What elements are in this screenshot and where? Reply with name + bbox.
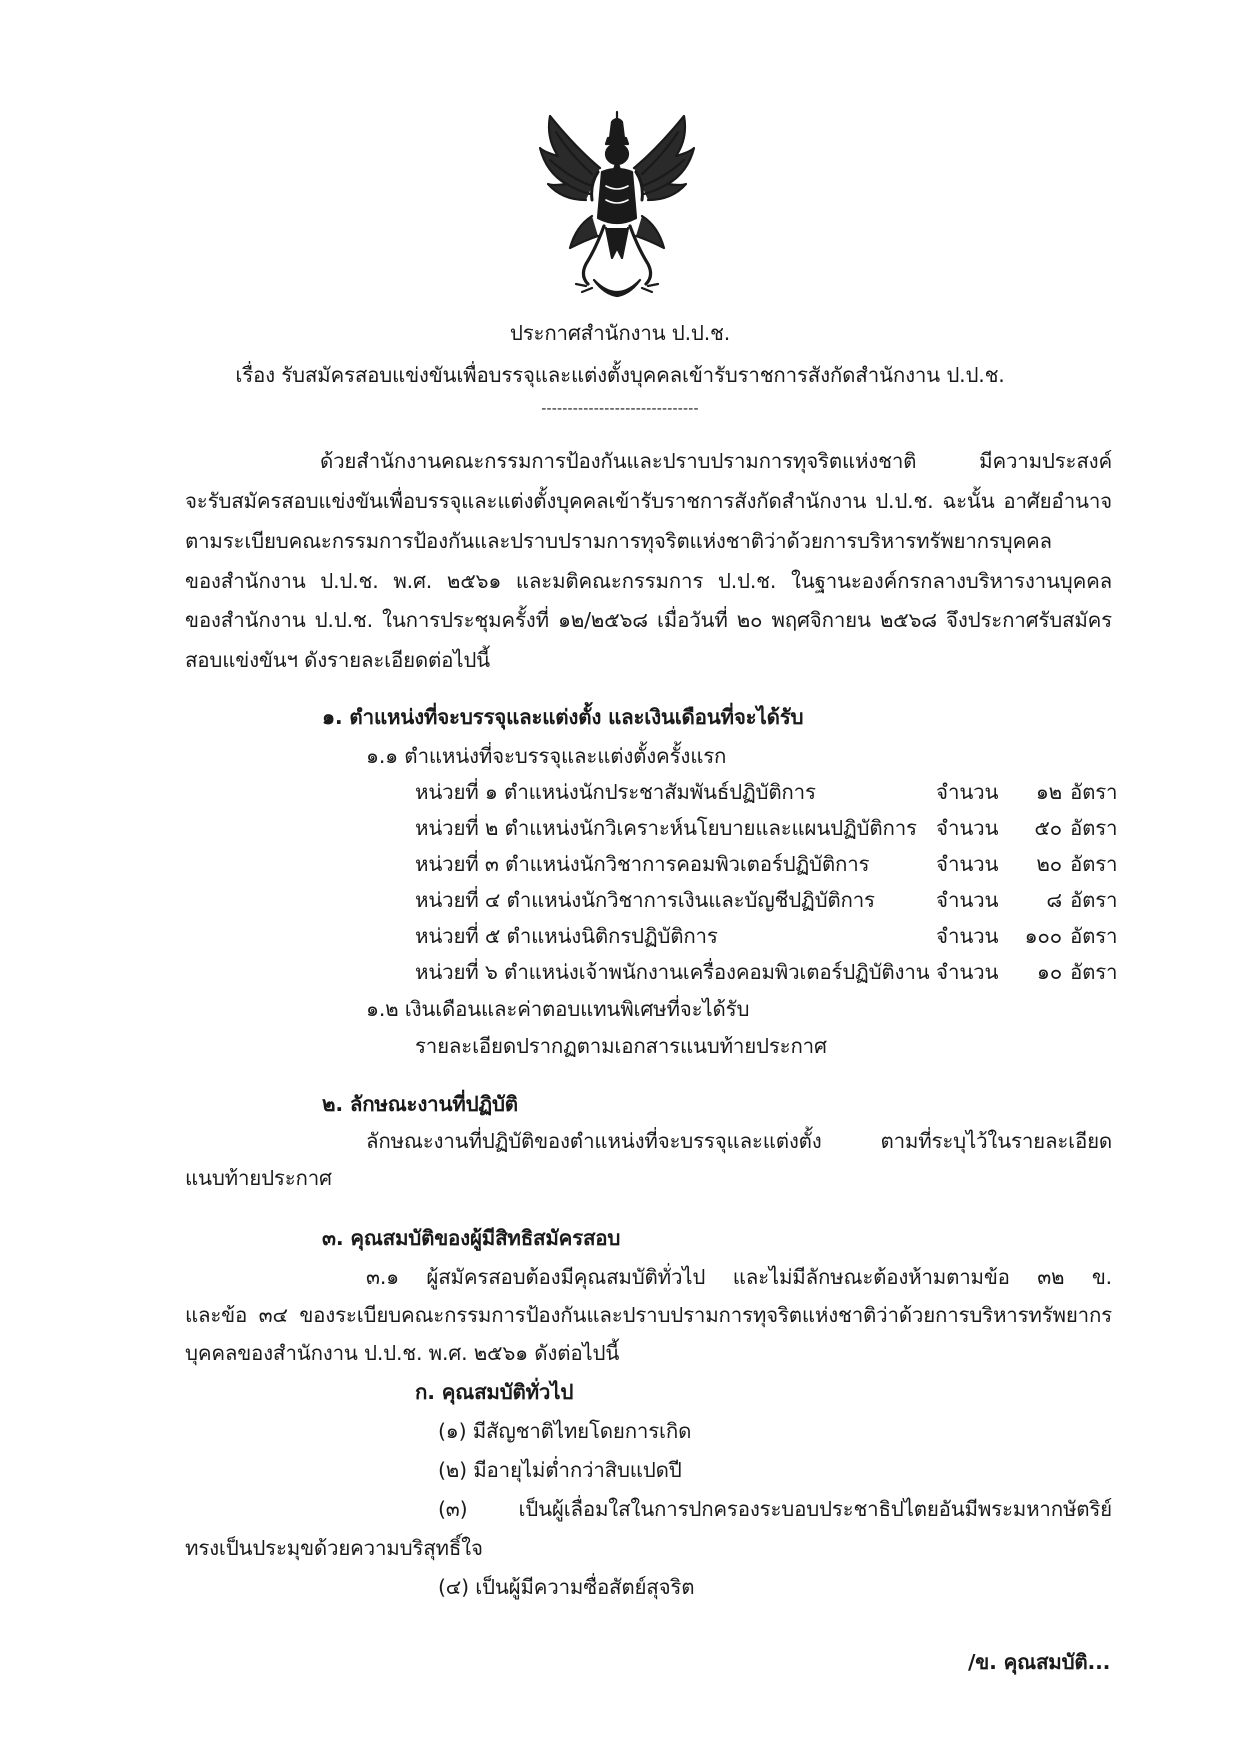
unit-name: หน่วยที่ ๕ ตำแหน่งนิติกรปฏิบัติการ bbox=[415, 924, 718, 948]
intro-line: ของสำนักงาน ป.ป.ช. ในการประชุมครั้งที่ ๑๒/๒๕๖๘ เมื่อวันที่ ๒๐ พฤศจิกายน ๒๕๖๘ จึงประกาศรับสมัคร bbox=[185, 608, 1112, 632]
unit-rate: อัตรา bbox=[1070, 852, 1118, 876]
section-2-line: ลักษณะงานที่ปฏิบัติของตำแหน่งที่จะบรรจุและแต่งตั้ง ตามที่ระบุไว้ในรายละเอียด bbox=[366, 1129, 1112, 1153]
unit-count: ๑๒ bbox=[1035, 780, 1062, 804]
intro-line: สอบแข่งขันฯ ดังรายละเอียดต่อไปนี้ bbox=[185, 648, 490, 672]
section-1-1-heading: ๑.๑ ตำแหน่งที่จะบรรจุและแต่งตั้งครั้งแรก bbox=[366, 744, 727, 768]
section-3-heading: ๓. คุณสมบัติของผู้มีสิทธิสมัครสอบ bbox=[322, 1226, 621, 1250]
intro-line: ของสำนักงาน ป.ป.ช. พ.ศ. ๒๕๖๑ และมติคณะกรรมการ ป.ป.ช. ในฐานะองค์กรกลางบริหารงานบุคคล bbox=[185, 569, 1112, 593]
unit-name: หน่วยที่ ๑ ตำแหน่งนักประชาสัมพันธ์ปฏิบัติการ bbox=[415, 780, 816, 804]
unit-rate: อัตรา bbox=[1070, 960, 1118, 984]
unit-name: หน่วยที่ ๔ ตำแหน่งนักวิชาการเงินและบัญชีปฏิบัติการ bbox=[415, 888, 875, 912]
unit-name: หน่วยที่ ๒ ตำแหน่งนักวิเคราะห์นโยบายและแผนปฏิบัติการ bbox=[415, 816, 917, 840]
unit-count-label: จำนวน bbox=[936, 816, 999, 840]
qualification-item: (๒) มีอายุไม่ต่ำกว่าสิบแปดปี bbox=[438, 1458, 682, 1482]
qualification-item: (๔) เป็นผู้มีความซื่อสัตย์สุจริต bbox=[438, 1575, 695, 1599]
section-1-heading: ๑. ตำแหน่งที่จะบรรจุและแต่งตั้ง และเงินเดือนที่จะได้รับ bbox=[322, 705, 804, 729]
unit-rate: อัตรา bbox=[1070, 780, 1118, 804]
unit-count: ๘ bbox=[1046, 888, 1062, 912]
qualification-item: (๑) มีสัญชาติไทยโดยการเกิด bbox=[438, 1419, 692, 1443]
section-1-2-heading: ๑.๒ เงินเดือนและค่าตอบแทนพิเศษที่จะได้รับ bbox=[366, 997, 750, 1021]
section-3-line: ๓.๑ ผู้สมัครสอบต้องมีคุณสมบัติทั่วไป และไม่มีลักษณะต้องห้ามตามข้อ ๓๒ ข. bbox=[366, 1265, 1112, 1289]
continuation-note: /ข. คุณสมบัติ... bbox=[968, 1650, 1111, 1674]
announcement-title: ประกาศสำนักงาน ป.ป.ช. bbox=[509, 321, 731, 345]
section-3-line: และข้อ ๓๔ ของระเบียบคณะกรรมการป้องกันและปราบปรามการทุจริตแห่งชาติว่าด้วยการบริหารทรัพยากร bbox=[185, 1303, 1112, 1327]
announcement-subject: เรื่อง รับสมัครสอบแข่งขันเพื่อบรรจุและแต่งตั้งบุคคลเข้ารับราชการสังกัดสำนักงาน ป.ป.ช. bbox=[235, 363, 1005, 387]
unit-count: ๒๐ bbox=[1036, 852, 1062, 876]
unit-count-label: จำนวน bbox=[936, 888, 999, 912]
section-1-2-text: รายละเอียดปรากฏตามเอกสารแนบท้ายประกาศ bbox=[415, 1034, 827, 1058]
unit-count-label: จำนวน bbox=[936, 960, 999, 984]
unit-count-label: จำนวน bbox=[936, 780, 999, 804]
unit-name: หน่วยที่ ๓ ตำแหน่งนักวิชาการคอมพิวเตอร์ปฏิบัติการ bbox=[415, 852, 870, 876]
header-divider: ------------------------------ bbox=[541, 401, 699, 417]
intro-line: จะรับสมัครสอบแข่งขันเพื่อบรรจุและแต่งตั้งบุคคลเข้ารับราชการสังกัดสำนักงาน ป.ป.ช. ฉะนั้น อาศัยอำนาจ bbox=[185, 489, 1112, 513]
intro-line: ด้วยสำนักงานคณะกรรมการป้องกันและปราบปรามการทุจริตแห่งชาติ มีความประสงค์ bbox=[320, 449, 1112, 473]
unit-rate: อัตรา bbox=[1070, 924, 1118, 948]
unit-name: หน่วยที่ ๖ ตำแหน่งเจ้าพนักงานเครื่องคอมพิวเตอร์ปฏิบัติงาน bbox=[415, 960, 930, 984]
unit-count: ๑๐๐ bbox=[1024, 924, 1062, 948]
intro-line: ตามระเบียบคณะกรรมการป้องกันและปราบปรามการทุจริตแห่งชาติว่าด้วยการบริหารทรัพยากรบุคคล bbox=[185, 529, 1052, 553]
unit-count: ๑๐ bbox=[1036, 960, 1062, 984]
garuda-emblem-icon bbox=[536, 108, 698, 304]
qualification-item: (๓) เป็นผู้เลื่อมใสในการปกครองระบอบประชาธิปไตยอันมีพระมหากษัตริย์ bbox=[438, 1497, 1112, 1521]
unit-count: ๕๐ bbox=[1034, 816, 1062, 840]
unit-count-label: จำนวน bbox=[936, 852, 999, 876]
general-qualifications-heading: ก. คุณสมบัติทั่วไป bbox=[415, 1380, 574, 1404]
unit-count-label: จำนวน bbox=[936, 924, 999, 948]
section-2-heading: ๒. ลักษณะงานที่ปฏิบัติ bbox=[322, 1092, 518, 1116]
section-3-line: บุคคลของสำนักงาน ป.ป.ช. พ.ศ. ๒๕๖๑ ดังต่อไปนี้ bbox=[185, 1341, 620, 1365]
section-2-line: แนบท้ายประกาศ bbox=[185, 1166, 332, 1190]
unit-rate: อัตรา bbox=[1070, 816, 1118, 840]
unit-rate: อัตรา bbox=[1070, 888, 1118, 912]
qualification-item-cont: ทรงเป็นประมุขด้วยความบริสุทธิ์ใจ bbox=[185, 1536, 483, 1560]
